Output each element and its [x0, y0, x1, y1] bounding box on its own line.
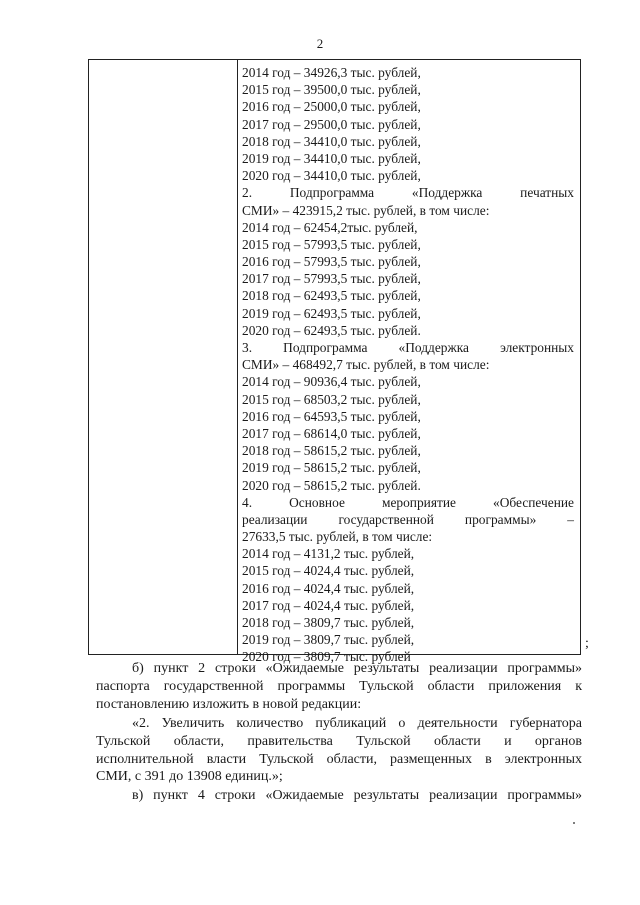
table-end-semicolon: ;: [585, 636, 589, 651]
paragraph-line: в) пункт 4 строки «Ожидаемые результаты реализации программы»: [132, 788, 582, 803]
paragraph-line: «2. Увеличить количество публикаций о деятельности губернатора: [132, 716, 582, 731]
table-line: 2016 год – 57993,5 тыс. рублей,: [242, 254, 421, 270]
table-line: 2020 год – 58615,2 тыс. рублей.: [242, 477, 421, 493]
paragraph-line: исполнительной власти Тульской области, размещенных в электронных: [96, 751, 582, 767]
funding-cell: [242, 64, 574, 666]
table-line: СМИ» – 468492,7 тыс. рублей, в том числе:: [242, 357, 490, 373]
table-line: СМИ» – 423915,2 тыс. рублей, в том числе:: [242, 202, 490, 218]
paragraph-line: СМИ, с 391 до 13908 единиц.»;: [96, 769, 283, 785]
table-line: 2020 год – 34410,0 тыс. рублей,: [242, 168, 421, 184]
table-line: 2017 год – 57993,5 тыс. рублей,: [242, 271, 421, 287]
paragraph-b: [96, 660, 582, 713]
table-line: 2020 год – 3809,7 тыс. рублей: [242, 649, 411, 665]
table-line: 2015 год – 68503,2 тыс. рублей,: [242, 391, 421, 407]
table-line: 2014 год – 62454,2тыс. рублей,: [242, 219, 418, 235]
table-line: 2015 год – 4024,4 тыс. рублей,: [242, 563, 415, 579]
paragraph-line: б) пункт 2 строки «Ожидаемые результаты реализации программы»: [132, 661, 582, 676]
table-line: 2014 год – 90936,4 тыс. рублей,: [242, 374, 421, 390]
table-line: 2019 год – 3809,7 тыс. рублей,: [242, 632, 415, 648]
page-number: 2: [316, 36, 324, 51]
table-line: 2016 год – 64593,5 тыс. рублей,: [242, 408, 421, 424]
table-line: 2017 год – 29500,0 тыс. рублей,: [242, 116, 421, 132]
paragraph-line: Тульской области, правительства Тульской области и органов: [96, 733, 582, 749]
paragraph-line: постановлению изложить в новой редакции:: [96, 696, 362, 712]
table-line: 2020 год – 62493,5 тыс. рублей.: [242, 322, 421, 338]
table-line: 2018 год – 34410,0 тыс. рублей,: [242, 133, 421, 149]
table-line: 2014 год – 34926,3 тыс. рублей,: [242, 65, 421, 80]
table-line: 2019 год – 58615,2 тыс. рублей,: [242, 460, 421, 476]
paragraph-line: паспорта государственной программы Тульской области приложения к: [96, 678, 582, 694]
paragraph-v: [96, 787, 582, 805]
table-line: 2016 год – 4024,4 тыс. рублей,: [242, 580, 415, 596]
table-line: 2. Подпрограмма «Поддержка печатных: [242, 185, 574, 201]
table-line: 2018 год – 62493,5 тыс. рублей,: [242, 288, 421, 304]
table-line: 2015 год – 57993,5 тыс. рублей,: [242, 236, 421, 252]
table-line: 27633,5 тыс. рублей, в том числе:: [242, 529, 433, 545]
table-line: 2019 год – 34410,0 тыс. рублей,: [242, 150, 421, 166]
table-line: 2018 год – 3809,7 тыс. рублей,: [242, 615, 415, 630]
table-line: 2015 год – 39500,0 тыс. рублей,: [242, 82, 421, 98]
table-line: 2016 год – 25000,0 тыс. рублей,: [242, 99, 421, 115]
scan-speck: [573, 822, 575, 824]
table-line: 2017 год – 4024,4 тыс. рублей,: [242, 597, 415, 613]
column-divider: [237, 60, 238, 654]
table-line: 3. Подпрограмма «Поддержка электронных: [242, 340, 574, 355]
paragraph-item-2: [96, 715, 582, 786]
table-line: 2014 год – 4131,2 тыс. рублей,: [242, 546, 415, 562]
funding-table: [88, 59, 581, 665]
table-line: реализации государственной программы» –: [242, 511, 574, 527]
table-line: 2019 год – 62493,5 тыс. рублей,: [242, 305, 421, 321]
table-line: 4. Основное мероприятие «Обеспечение: [242, 494, 574, 510]
table-line: 2017 год – 68614,0 тыс. рублей,: [242, 425, 421, 441]
table-line: 2018 год – 58615,2 тыс. рублей,: [242, 443, 421, 459]
